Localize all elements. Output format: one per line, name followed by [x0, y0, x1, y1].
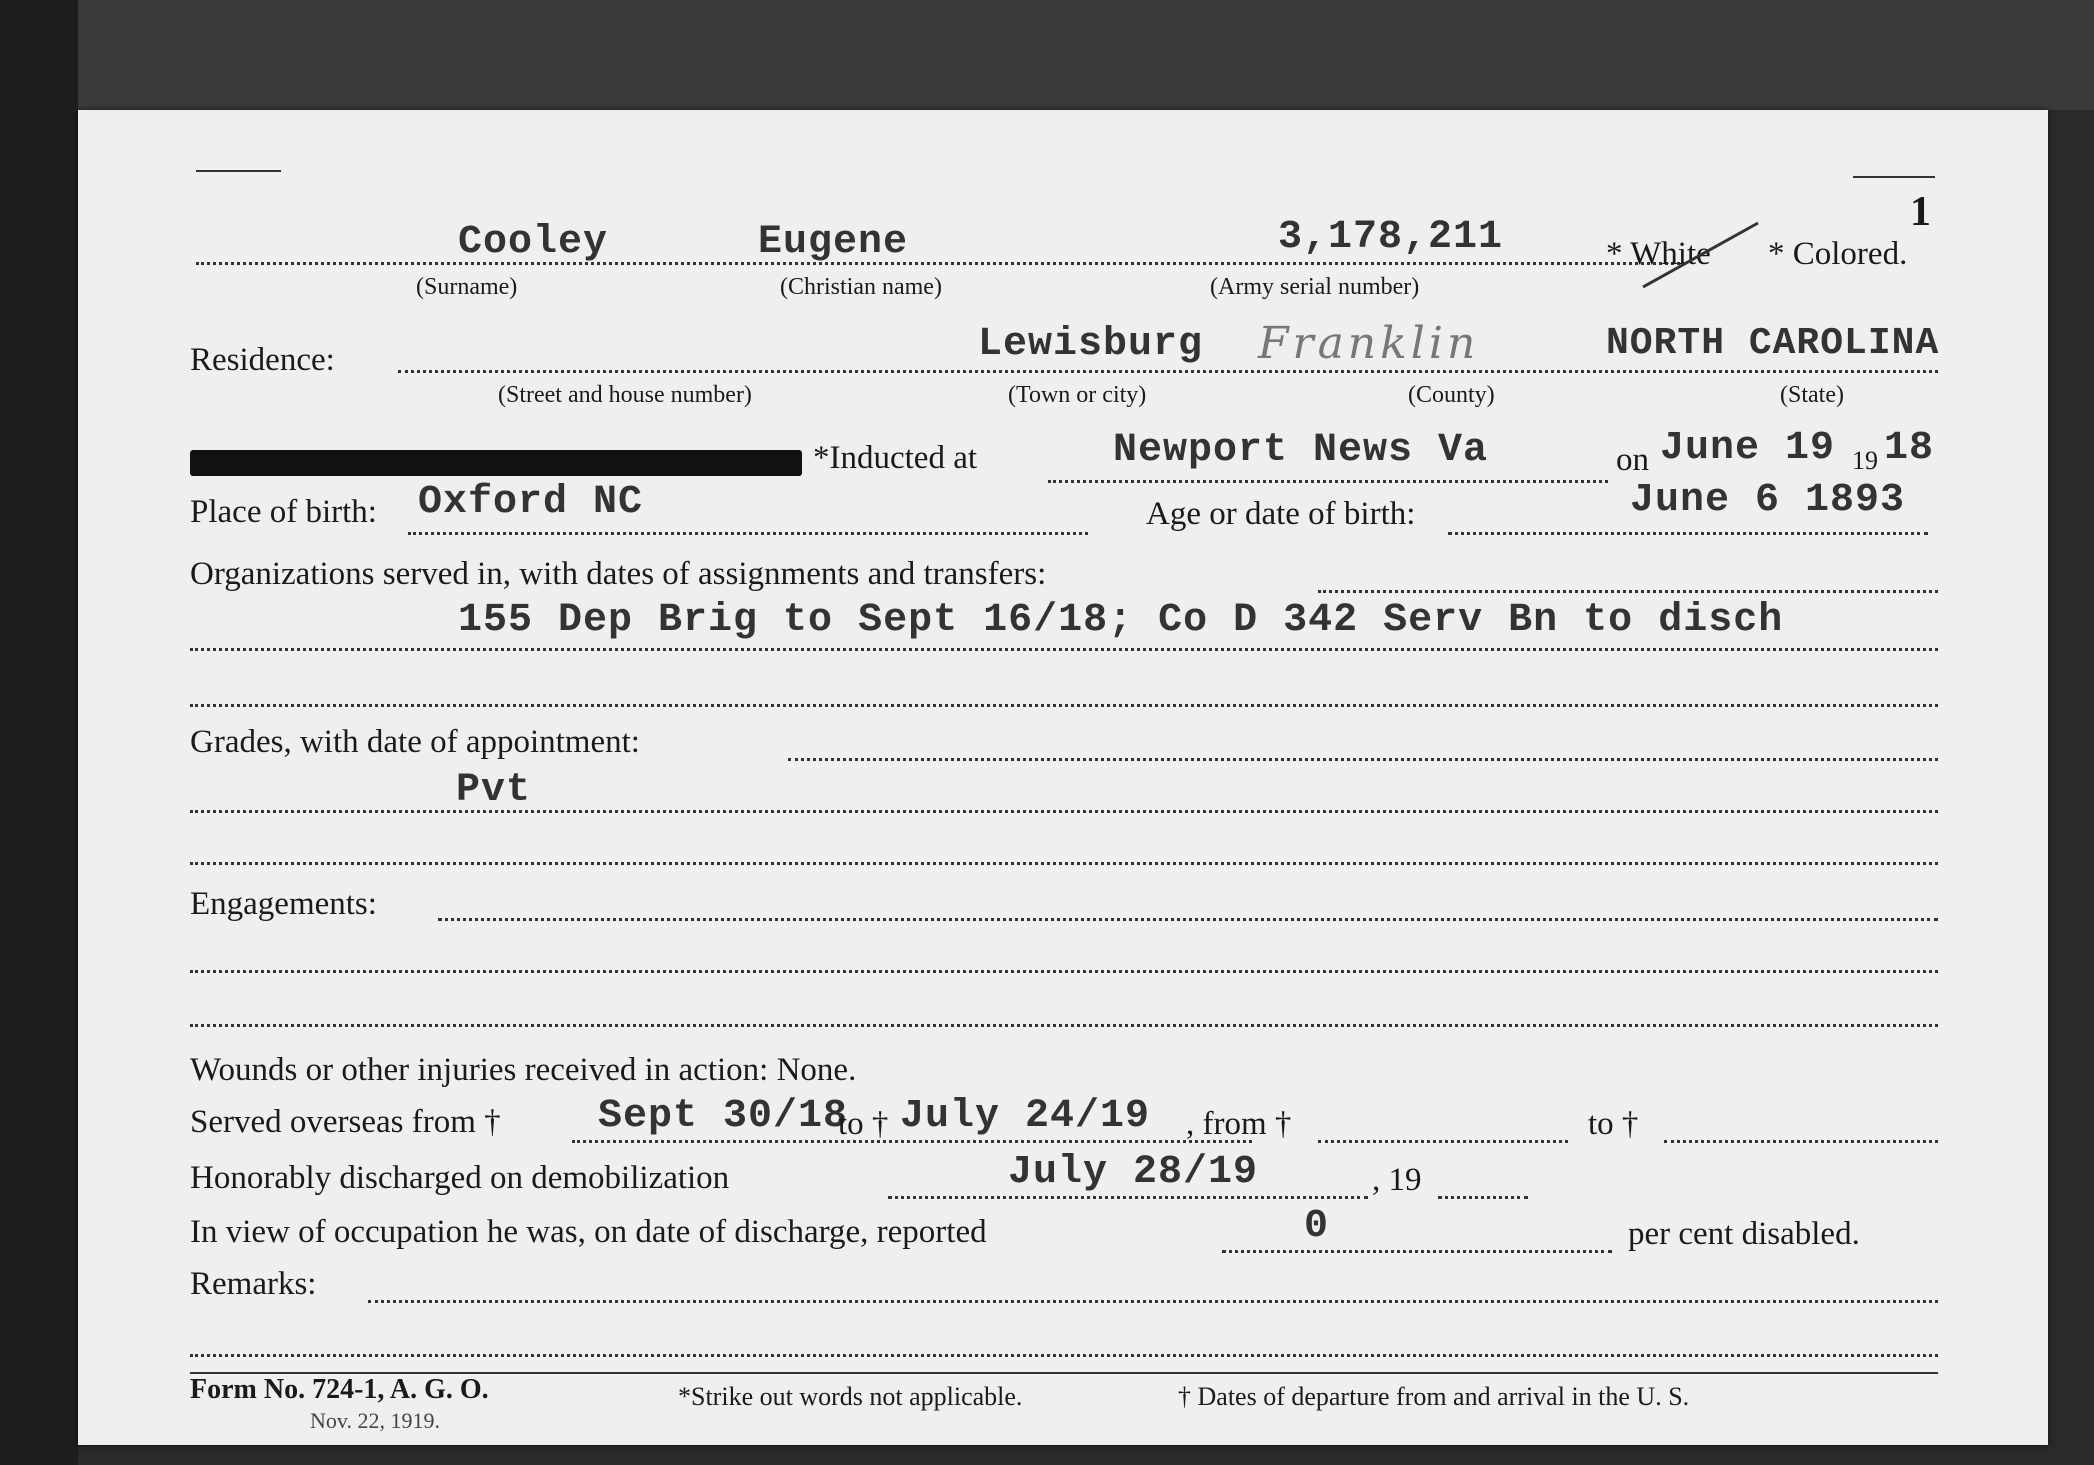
residence-county-value: Franklin: [1258, 318, 1480, 369]
disability-label: In view of occupation he was, on date of discharge, reported: [190, 1214, 987, 1250]
organizations-line-1: [190, 648, 1938, 651]
serial-number-caption: (Army serial number): [1210, 274, 1420, 300]
remarks-label: Remarks:: [190, 1266, 317, 1302]
overseas-to-label: to †: [838, 1106, 889, 1142]
service-record-card: [78, 110, 2048, 1445]
engagements-line-2: [190, 1024, 1938, 1027]
residence-town-value: Lewisburg: [978, 322, 1204, 367]
overseas-from-line: [572, 1140, 1252, 1143]
inducted-label: *Inducted at: [813, 440, 978, 476]
wounds-label: Wounds or other injuries received in action: None.: [190, 1052, 857, 1088]
inducted-place-value: Newport News Va: [1113, 428, 1489, 473]
residence-line: [398, 370, 1938, 373]
card-number: 1: [1910, 189, 1931, 235]
inducted-year-prefix: 19: [1852, 446, 1878, 475]
residence-state-value: NORTH CAROLINA: [1606, 322, 1940, 365]
surname-value: Cooley: [458, 220, 609, 265]
white-label: * White: [1606, 236, 1711, 272]
engagements-label: Engagements:: [190, 886, 377, 922]
engagements-line-0: [438, 918, 1938, 921]
form-date: Nov. 22, 1919.: [310, 1408, 440, 1433]
inducted-date-value: June 19: [1660, 426, 1836, 471]
state-caption: (State): [1780, 382, 1844, 408]
discharge-year-label: , 19: [1372, 1162, 1422, 1198]
inducted-line: [1048, 480, 1608, 483]
inducted-year-suffix: 18: [1884, 426, 1935, 471]
place-of-birth-line: [408, 532, 1088, 535]
street-caption: (Street and house number): [498, 382, 752, 408]
overseas-to2-label: to †: [1588, 1106, 1639, 1142]
remarks-line-1: [190, 1354, 1938, 1357]
scan-background-left: [0, 0, 78, 1465]
town-caption: (Town or city): [1008, 382, 1147, 408]
disability-value: 0: [1304, 1204, 1330, 1249]
surname-caption: (Surname): [416, 274, 518, 300]
overseas-from2-label: , from †: [1186, 1106, 1292, 1142]
engagements-line-1: [190, 970, 1938, 973]
overseas-label: Served overseas from †: [190, 1104, 501, 1140]
christian-name-caption: (Christian name): [780, 274, 942, 300]
form-number: Form No. 724-1, A. G. O.: [190, 1374, 489, 1405]
overseas-from-value: Sept 30/18: [598, 1094, 849, 1139]
grades-value: Pvt: [456, 768, 532, 813]
organizations-line-2: [190, 704, 1938, 707]
organizations-label: Organizations served in, with dates of assignments and transfers:: [190, 556, 1047, 592]
place-of-birth-label: Place of birth:: [190, 494, 377, 530]
overseas-to-value: July 24/19: [900, 1094, 1151, 1139]
dates-note: † Dates of departure from and arrival in the U. S.: [1178, 1382, 1690, 1411]
name-line: [196, 262, 1686, 265]
grades-line-1: [190, 810, 1938, 813]
age-line: [1448, 532, 1928, 535]
grades-line-2: [190, 862, 1938, 865]
top-right-rule: [1853, 176, 1935, 178]
residence-label: Residence:: [190, 342, 335, 378]
remarks-line-0: [368, 1300, 1938, 1303]
top-left-rule: [196, 170, 281, 172]
discharge-label: Honorably discharged on demobilization: [190, 1160, 730, 1196]
grades-label: Grades, with date of appointment:: [190, 724, 640, 760]
organizations-value: 155 Dep Brig to Sept 16/18; Co D 342 Serv Bn to disch: [458, 598, 1784, 643]
on-label: on: [1616, 442, 1649, 478]
disability-suffix: per cent disabled.: [1628, 1216, 1860, 1252]
place-of-birth-value: Oxford NC: [418, 480, 644, 525]
birth-date-value: June 6 1893: [1630, 478, 1906, 523]
county-caption: (County): [1408, 382, 1495, 408]
discharge-year-line: [1438, 1196, 1528, 1199]
discharge-line: [888, 1196, 1368, 1199]
discharge-date-value: July 28/19: [1008, 1150, 1259, 1195]
strike-note: *Strike out words not applicable.: [678, 1382, 1023, 1411]
serial-number-value: 3,178,211: [1278, 215, 1504, 260]
colored-label: * Colored.: [1768, 236, 1908, 272]
disability-line: [1222, 1250, 1612, 1253]
grades-line-0: [788, 758, 1938, 761]
scan-background-top: [0, 0, 2094, 110]
overseas-to2-line: [1664, 1140, 1938, 1143]
overseas-from2-line: [1318, 1140, 1568, 1143]
strikeout-mark: [1633, 215, 1773, 295]
organizations-line-0: [1318, 590, 1938, 593]
age-label: Age or date of birth:: [1146, 496, 1416, 532]
redacted-text: [190, 450, 802, 476]
christian-name-value: Eugene: [758, 220, 909, 265]
